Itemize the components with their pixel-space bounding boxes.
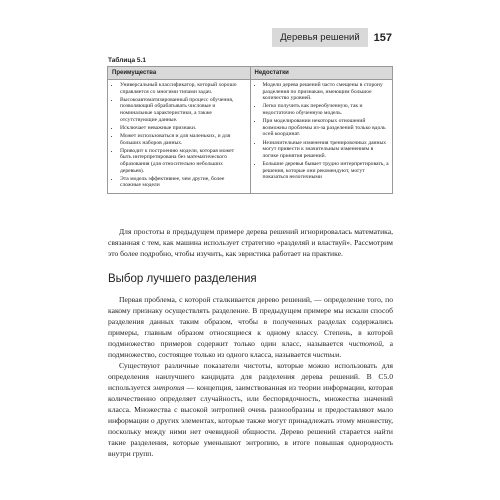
advantage-item: • Эта модель эффективнее, чем другие, более сложные модели <box>120 176 247 189</box>
purity-text-2: , а подмножество, состоящее только из одного класса, называется <box>108 339 394 359</box>
entropy-text-2: — концепция, заимствованная из теории информации, которая количественно определяет случайность, или беспорядочность, множества значений класса. Множества с высокой энтропией очень разнообразны и предоставляют мало информации о других элементах, которые также могут принадлежать этому множеству, поскольку между ними нет очевидной общности. Дерево решений старается найти такие разделения, которые уменьшают энтропию, в итоге повышая однородность внутри групп. <box>108 383 394 458</box>
pros-cons-table <box>107 66 393 194</box>
section-heading: Выбор лучшего разделения <box>108 273 257 285</box>
advantages-list <box>111 82 247 189</box>
term-pure: чистым <box>312 350 340 359</box>
term-purity: чистотой <box>348 339 383 348</box>
disadvantages-cell <box>250 80 393 194</box>
disadvantages-list <box>254 82 390 181</box>
disadvantages-header: Недостатки <box>250 67 393 80</box>
advantage-item: • Высокоавтоматизированный процесс обучения, позволяющий обрабатывать числовые и номинальные характеристики, а также отсутствующие данные. <box>120 97 247 123</box>
advantage-item: • Приводит к построению модели, которая может быть интерпретирована без математического образования (для относительно небольших деревьев). <box>120 148 247 174</box>
advantages-cell <box>108 80 251 194</box>
running-header <box>108 28 392 47</box>
page-number: 157 <box>373 32 392 44</box>
advantage-item: • Исключает неважные признаки. <box>120 125 247 132</box>
disadvantage-item: • Модели дерева решений часто смещены в сторону разделения по признакам, имеющим большое количество уровней. <box>263 82 390 102</box>
entropy-paragraph <box>108 360 393 459</box>
advantages-header: Преимущества <box>108 67 251 80</box>
advantage-item: • Может использоваться и для маленьких, и для больших наборов данных. <box>120 133 247 146</box>
intro-paragraph: Для простоты в предыдущем примере дерева решений игнорировалась математика, связанная с тем, как машина использует стратегию «разделяй и властвуй». Рассмотрим это более подробно, чтобы изучить, как эвристика работает на практике. <box>108 227 393 258</box>
entropy-text-1: Существуют различные показатели чистоты, которые можно использовать для определения наилучшего кандидата для разделения дерева решений. В C5.0 используется <box>108 361 393 392</box>
disadvantage-item: • Легко получить как переобученную, так и недостаточно обученную модель. <box>263 103 390 116</box>
purity-paragraph <box>108 294 393 360</box>
term-entropy: энтропия <box>153 383 185 392</box>
advantage-item: • Универсальный классификатор, который хорошо справляется со многими типами задач. <box>120 82 247 95</box>
purity-text-3: . <box>339 350 342 359</box>
disadvantage-item: • Большие деревья бывает трудно интерпретировать, а решения, которые они рекомендуют, могут показаться нелогичными <box>263 161 390 181</box>
chapter-title: Деревья решений <box>272 28 367 47</box>
body-text-block <box>108 294 393 459</box>
table-caption: Таблица 5.1 <box>108 57 146 64</box>
intro-paragraph-block <box>108 226 393 259</box>
disadvantage-item: • При моделировании некоторых отношений возможны проблемы из-за разделений только вдоль осей координат. <box>263 118 390 138</box>
disadvantage-item: • Незначительные изменения тренировочных данных могут привести к значительным изменениям в логике принятия решений. <box>263 140 390 160</box>
purity-text-1: Первая проблема, с которой сталкивается дерево решений, — определение того, по какому признаку осуществлять разделение. В предыдущем примере мы искали способ разделения данных таким образом, чтобы в полученных разделах содержались примеры, главным образом относящиеся к одному классу. Степень, в которой подмножество примеров содержит только один класс, называется <box>108 295 393 348</box>
